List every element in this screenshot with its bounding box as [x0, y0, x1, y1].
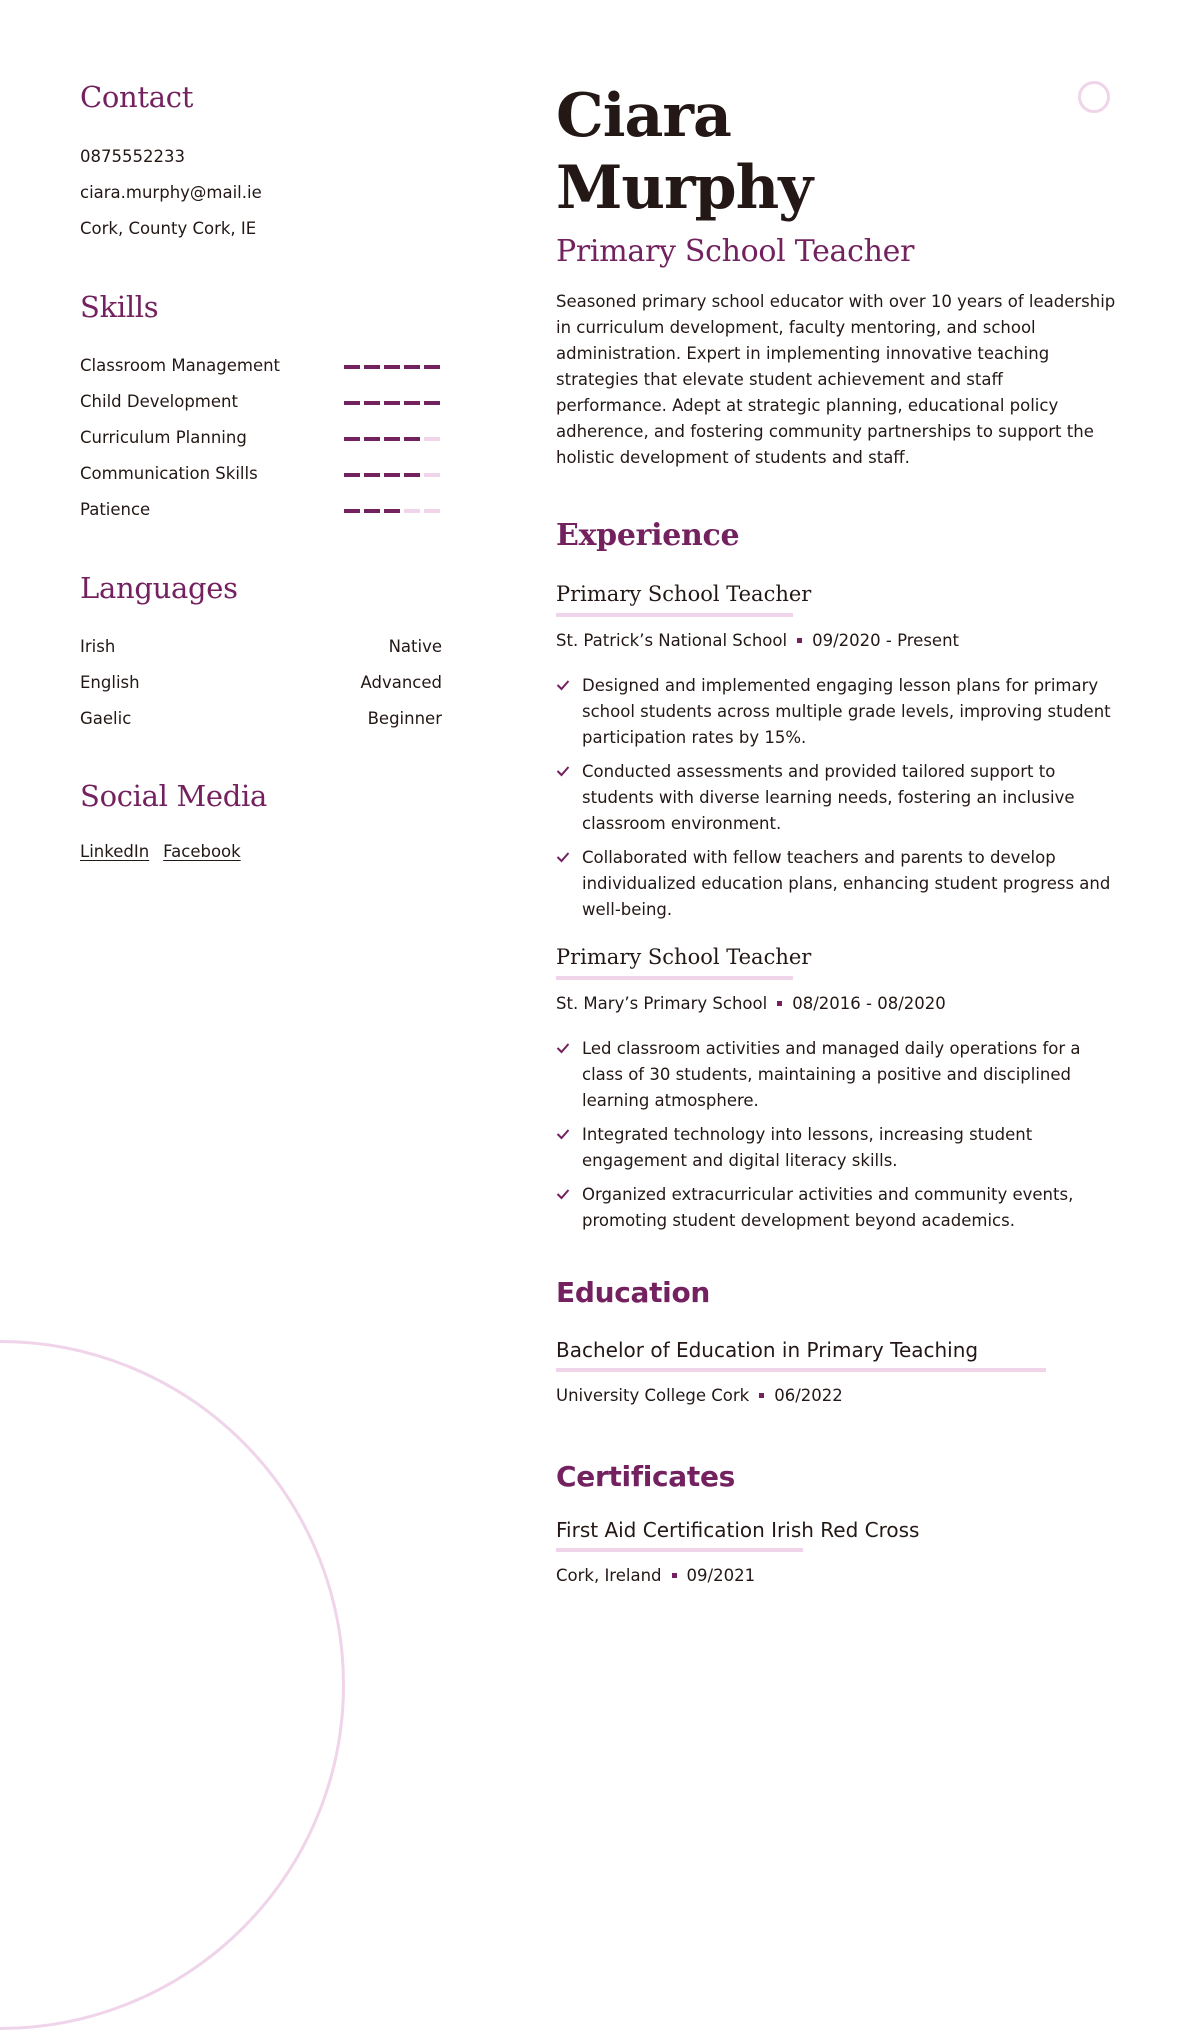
- separator-dot: [672, 1573, 677, 1578]
- skill-item: [80, 392, 442, 416]
- last-name: Murphy: [556, 153, 813, 223]
- job-meta: [556, 994, 946, 1013]
- contact-heading: Contact: [80, 80, 194, 114]
- social-media-heading: Social Media: [80, 779, 268, 813]
- contact-location: Cork, County Cork, IE: [80, 219, 257, 238]
- skill-level-bar: [344, 509, 440, 513]
- certificate-title: First Aid Certification Irish Red Cross: [556, 1518, 920, 1542]
- skill-name: Curriculum Planning: [80, 428, 247, 447]
- experience-heading: Experience: [556, 518, 740, 553]
- education-meta: [556, 1386, 843, 1405]
- job-dates: 08/2016 - 08/2020: [792, 994, 946, 1013]
- job-title: Primary School Teacher: [556, 582, 812, 606]
- title-underline: [556, 976, 793, 980]
- contact-phone: 0875552233: [80, 147, 185, 166]
- separator-dot: [797, 638, 802, 643]
- skill-item: [80, 428, 442, 452]
- job-bullets: [556, 673, 1126, 931]
- title-underline: [556, 1368, 1046, 1372]
- skill-level-bar: [344, 401, 440, 405]
- school-name: University College Cork: [556, 1386, 750, 1405]
- skill-name: Classroom Management: [80, 356, 281, 375]
- language-level: Beginner: [367, 709, 442, 728]
- decorative-circle: [1078, 81, 1110, 113]
- skills-heading: Skills: [80, 290, 159, 324]
- bullet-item: Organized extracurricular activities and community events, promoting student development beyond academics.: [556, 1182, 1126, 1234]
- separator-dot: [759, 1393, 764, 1398]
- separator-dot: [777, 1001, 782, 1006]
- bullet-item: Conducted assessments and provided tailored support to students with diverse learning needs, fostering an inclusive classroom environment.: [556, 759, 1126, 837]
- language-level: Native: [388, 637, 442, 656]
- language-name: Irish: [80, 637, 116, 656]
- language-level: Advanced: [360, 673, 442, 692]
- degree-title: Bachelor of Education in Primary Teaching: [556, 1338, 979, 1362]
- certificate-meta: [556, 1566, 755, 1585]
- job-title: Primary School Teacher: [556, 945, 812, 969]
- language-name: Gaelic: [80, 709, 132, 728]
- skill-level-bar: [344, 473, 440, 477]
- title-underline: [556, 1548, 803, 1552]
- profile-summary: Seasoned primary school educator with over 10 years of leadership in curriculum development, faculty mentoring, and school administration. Expert in implementing innovative teaching strategies that elevate student achievement and staff performance. Adept at strategic planning, educational policy adherence, and fostering community partnerships to support the holistic development of students and staff.: [556, 292, 1116, 467]
- linkedin-link[interactable]: LinkedIn: [80, 842, 150, 861]
- bullet-item: Designed and implemented engaging lesson plans for primary school students across multiple grade levels, improving student participation rates by 15%.: [556, 673, 1126, 751]
- skill-item: [80, 356, 442, 380]
- skill-level-bar: [344, 437, 440, 441]
- job-dates: 09/2020 - Present: [812, 631, 959, 650]
- check-icon: [556, 765, 570, 777]
- education-heading: Education: [556, 1276, 711, 1309]
- certificate-location: Cork, Ireland: [556, 1566, 662, 1585]
- check-icon: [556, 1188, 570, 1200]
- check-icon: [556, 1128, 570, 1140]
- skill-name: Patience: [80, 500, 151, 519]
- check-icon: [556, 851, 570, 863]
- job-meta: [556, 631, 959, 650]
- employer: St. Patrick’s National School: [556, 631, 788, 650]
- languages-heading: Languages: [80, 571, 238, 605]
- title-underline: [556, 613, 793, 617]
- facebook-link[interactable]: Facebook: [163, 842, 241, 861]
- first-name: Ciara: [556, 81, 731, 151]
- certificate-date: 09/2021: [686, 1566, 756, 1585]
- skill-name: Child Development: [80, 392, 238, 411]
- graduation-date: 06/2022: [774, 1386, 843, 1405]
- employer: St. Mary’s Primary School: [556, 994, 768, 1013]
- certificates-heading: Certificates: [556, 1460, 736, 1493]
- candidate-name: [556, 80, 812, 224]
- job-title: Primary School Teacher: [556, 234, 915, 269]
- check-icon: [556, 679, 570, 691]
- check-icon: [556, 1042, 570, 1054]
- decorative-arc: [0, 1340, 345, 2030]
- skill-level-bar: [344, 365, 440, 369]
- bullet-item: Led classroom activities and managed daily operations for a class of 30 students, maintaining a positive and disciplined learning atmosphere.: [556, 1036, 1126, 1114]
- language-name: English: [80, 673, 140, 692]
- skill-item: [80, 464, 442, 488]
- social-links: [80, 842, 255, 861]
- skill-item: [80, 500, 442, 524]
- contact-email: ciara.murphy@mail.ie: [80, 183, 262, 202]
- bullet-item: Integrated technology into lessons, increasing student engagement and digital literacy skills.: [556, 1122, 1126, 1174]
- skill-name: Communication Skills: [80, 464, 258, 483]
- job-bullets: [556, 1036, 1126, 1242]
- bullet-item: Collaborated with fellow teachers and parents to develop individualized education plans, enhancing student progress and well-being.: [556, 845, 1126, 923]
